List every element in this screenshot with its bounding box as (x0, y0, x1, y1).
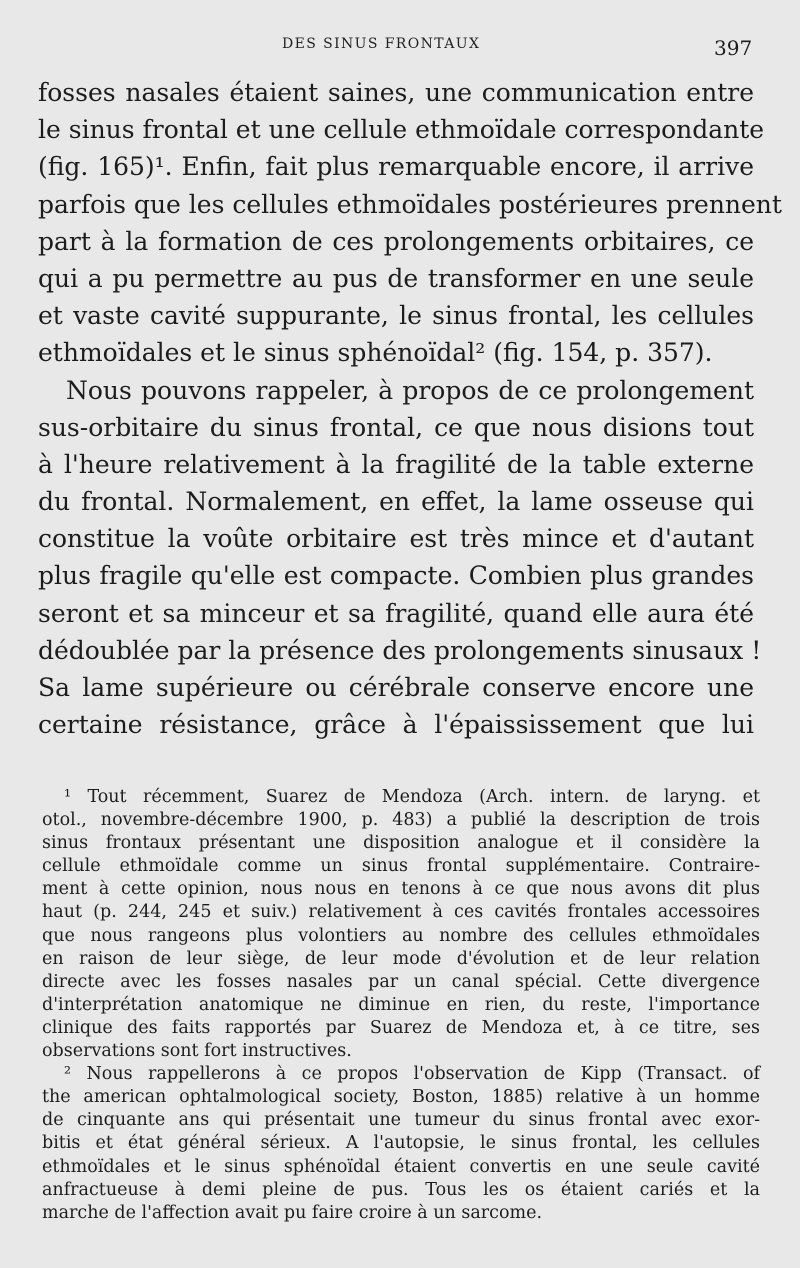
text-line: ethmoïdales et le sinus sphénoïdal² (fig. 154, p. 357). (38, 338, 713, 368)
text-line: à l'heure relativement à la fragilité de la table externe (38, 449, 754, 479)
footnote-line: ment à cette opinion, nous nous en tenons à ce que nous avons dit plus (42, 879, 760, 900)
footnote-line: haut (p. 244, 245 et suiv.) relativement à ces cavités frontales accessoires (42, 902, 760, 923)
text-line: (fig. 165)¹. Enfin, fait plus remarquable encore, il arrive (38, 152, 754, 182)
footnotes (42, 786, 760, 1225)
text-line: parfois que les cellules ethmoïdales postérieures prennent (38, 189, 782, 219)
footnote-line: sinus frontaux présentant une disposition analogue et il considère la (42, 833, 760, 854)
footnote-line: anfractueuse à demi pleine de pus. Tous les os étaient cariés et la (42, 1179, 760, 1200)
footnote-line: directe avec les fosses nasales par un canal spécial. Cette divergence (42, 971, 760, 992)
text-line: seront et sa minceur et sa fragilité, quand elle aura été (38, 598, 754, 628)
text-line: le sinus frontal et une cellule ethmoïdale correspondante (38, 115, 765, 145)
footnote-line: clinique des faits rapportés par Suarez de Mendoza et, à ce titre, ses (42, 1017, 760, 1038)
page-number: 397 (714, 36, 753, 60)
text-line: et vaste cavité suppurante, le sinus frontal, les cellules (38, 301, 754, 331)
footnote-line: d'interprétation anatomique ne diminue en rien, du reste, l'importance (42, 994, 760, 1015)
text-line: sus-orbitaire du sinus frontal, ce que nous disions tout (38, 412, 754, 442)
running-title: DES SINUS FRONTAUX (282, 36, 481, 52)
text-line: fosses nasales étaient saines, une communication entre (38, 78, 754, 107)
footnote-line: marche de l'affection avait pu faire croire à un sarcome. (42, 1202, 543, 1223)
footnote-line: the american ophtalmological society, Boston, 1885) relative à un homme (42, 1087, 760, 1108)
footnote-line: observations sont fort instructives. (42, 1041, 352, 1062)
text-line: Sa lame supérieure ou cérébrale conserve encore une (38, 673, 754, 702)
text-line: part à la formation de ces prolongements orbitaires, ce (38, 226, 754, 256)
footnote-line: ² Nous rappellerons à ce propos l'observation de Kipp (Transact. of (64, 1064, 760, 1085)
text-line: qui a pu permettre au pus de transformer en une seule (38, 263, 754, 293)
footnote-line: ethmoïdales et le sinus sphénoïdal étaient convertis en une seule cavité (42, 1156, 760, 1177)
text-line: plus fragile qu'elle est compacte. Combien plus grandes (38, 561, 754, 591)
main-text (38, 74, 782, 743)
footnote-line: de cinquante ans qui présentait une tumeur du sinus frontal avec exor- (42, 1110, 760, 1131)
footnote-line: ¹ Tout récemment, Suarez de Mendoza (Arch. intern. de laryng. et (64, 787, 760, 807)
text-line: dédoublée par la présence des prolongements sinusaux ! (38, 635, 762, 665)
text-line: du frontal. Normalement, en effet, la lame osseuse qui (38, 487, 754, 517)
footnote-line: en raison de leur siège, de leur mode d'évolution et de leur relation (42, 948, 760, 969)
text-line: constitue la voûte orbitaire est très mince et d'autant (38, 524, 754, 554)
text-line: Nous pouvons rappeler, à propos de ce prolongement (66, 375, 754, 405)
footnote-line: que nous rangeons plus volontiers au nombre des cellules ethmoïdales (42, 925, 760, 946)
footnote-line: bitis et état général sérieux. A l'autopsie, le sinus frontal, les cellules (42, 1133, 760, 1154)
footnote-line: otol., novembre-décembre 1900, p. 483) a publié la description de trois (42, 810, 760, 831)
text-line: certaine résistance, grâce à l'épaississement que lui (38, 710, 754, 740)
footnote-line: cellule ethmoïdale comme un sinus frontal supplémentaire. Contraire- (42, 856, 760, 877)
page-header (0, 36, 800, 60)
